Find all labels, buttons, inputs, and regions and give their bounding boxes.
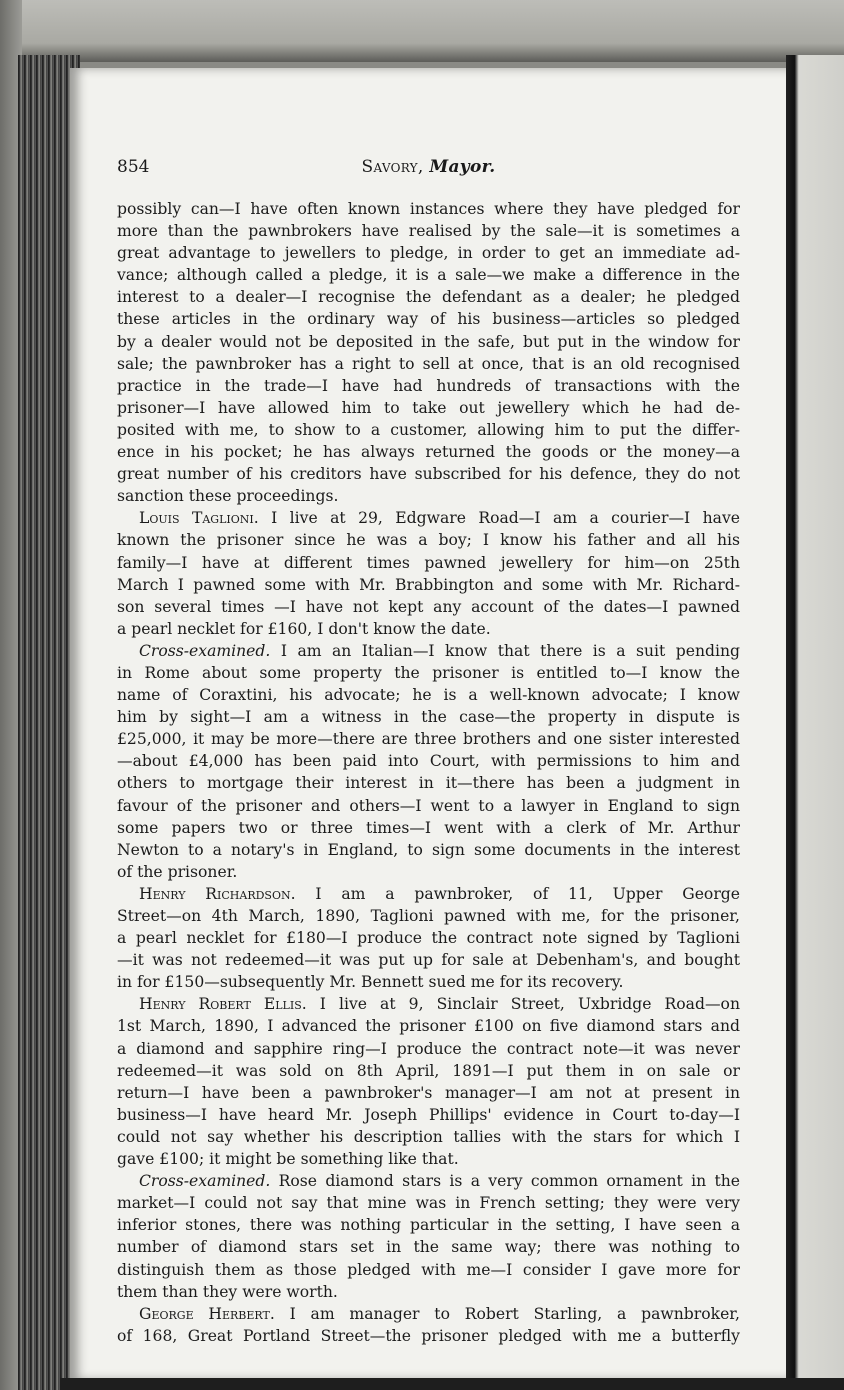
page-body xyxy=(117,198,740,1347)
text-line xyxy=(117,927,740,949)
book-bottom-edge xyxy=(60,1378,844,1390)
witness-name: Henry Robert Ellis. xyxy=(139,995,307,1014)
line-text: him by sight—I am a witness in the case—the property in dispute is xyxy=(117,708,740,727)
text-line xyxy=(117,971,740,993)
text-line xyxy=(117,419,740,441)
line-text: Street—on 4th March, 1890, Taglioni pawned with me, for the prisoner, xyxy=(117,907,740,925)
text-line xyxy=(117,795,740,817)
line-text: more than the pawnbrokers have realised by the sale—it is sometimes a xyxy=(117,222,740,241)
line-text: —about £4,000 has been paid into Court, with permissions to him and xyxy=(117,752,740,771)
text-line xyxy=(117,1325,740,1347)
line-text: a pearl necklet for £180—I produce the contract note signed by Taglioni xyxy=(117,929,740,948)
line-text: son several times —I have not kept any account of the dates—I pawned xyxy=(117,597,740,616)
text-line xyxy=(117,750,740,772)
line-text: some papers two or three times—I went with a clerk of Mr. Arthur xyxy=(117,818,740,837)
book-right-edge xyxy=(786,55,844,1390)
line-text: vance; although called a pledge, it is a sale—we make a difference in the xyxy=(117,266,740,285)
line-text: them than they were worth. xyxy=(117,1282,338,1301)
page-top-edge xyxy=(0,0,844,62)
text-line xyxy=(117,1236,740,1258)
text-line xyxy=(117,507,740,529)
text-line xyxy=(117,905,740,927)
line-text: sale; the pawnbroker has a right to sell at once, that is an old recognised xyxy=(117,354,740,373)
text-line xyxy=(117,552,740,574)
text-line xyxy=(117,286,740,308)
text-line xyxy=(117,308,740,330)
text-line xyxy=(117,839,740,861)
line-text: family—I have at different times pawned jewellery for him—on 25th xyxy=(117,553,740,572)
text-line xyxy=(117,662,740,684)
text-line xyxy=(117,1015,740,1037)
text-line xyxy=(117,1192,740,1214)
text-line xyxy=(117,463,740,485)
page-number: 854 xyxy=(117,157,150,177)
line-text: prisoner—I have allowed him to take out jewellery which he had de- xyxy=(117,398,740,417)
line-text: in for £150—subsequently Mr. Bennett sued me for its recovery. xyxy=(117,973,624,992)
text-line xyxy=(117,883,740,905)
witness-name: George Herbert. xyxy=(139,1304,275,1323)
line-text: others to mortgage their interest in it—there has been a judgment in xyxy=(117,774,740,793)
text-line xyxy=(117,1214,740,1236)
line-text: by a dealer would not be deposited in the safe, but put in the window for xyxy=(117,332,740,351)
line-text: business—I have heard Mr. Joseph Phillips' evidence in Court to-day—I xyxy=(117,1105,740,1124)
line-text: March I pawned some with Mr. Brabbington and some with Mr. Richard- xyxy=(117,575,740,594)
line-text: posited with me, to show to a customer, allowing him to put the differ- xyxy=(117,420,740,439)
text-line xyxy=(117,1170,740,1192)
text-line xyxy=(117,220,740,242)
line-text: I am an Italian—I know that there is a suit pending xyxy=(270,641,740,660)
line-text: return—I have been a pawnbroker's manager—I am not at present in xyxy=(117,1083,740,1102)
witness-name: Louis Taglioni. xyxy=(139,509,259,528)
line-text: Newton to a notary's in England, to sign some documents in the interest xyxy=(117,840,740,859)
line-text: interest to a dealer—I recognise the defendant as a dealer; he pledged xyxy=(117,288,740,307)
line-text: possibly can—I have often known instances where they have pledged for xyxy=(117,200,740,218)
page-header xyxy=(117,157,740,187)
line-text: I am a pawnbroker, of 11, Upper George xyxy=(295,884,740,903)
line-text: sanction these proceedings. xyxy=(117,487,339,506)
text-line xyxy=(117,1281,740,1303)
text-line xyxy=(117,640,740,662)
line-text: I live at 29, Edgware Road—I am a courier—I have xyxy=(258,509,740,528)
witness-name: Henry Richardson. xyxy=(139,884,296,903)
line-text: £25,000, it may be more—there are three brothers and one sister interested xyxy=(117,730,740,749)
line-text: gave £100; it might be something like that. xyxy=(117,1150,459,1169)
line-text: distinguish them as those pledged with me—I consider I gave more for xyxy=(117,1260,740,1279)
text-line xyxy=(117,1303,740,1325)
line-text: in Rome about some property the prisoner is entitled to—I know the xyxy=(117,663,740,682)
running-head-name: Savory, xyxy=(361,157,424,177)
line-text: —it was not redeemed—it was put up for sale at Debenham's, and bought xyxy=(117,951,740,970)
running-head-title: Mayor. xyxy=(429,157,496,177)
line-text: favour of the prisoner and others—I went to a lawyer in England to sign xyxy=(117,796,740,815)
text-line xyxy=(117,264,740,286)
line-text: I am manager to Robert Starling, a pawnbroker, xyxy=(274,1304,740,1323)
text-line xyxy=(117,242,740,264)
text-line xyxy=(117,1259,740,1281)
text-line xyxy=(117,375,740,397)
line-text: market—I could not say that mine was in French setting; they were very xyxy=(117,1194,740,1213)
line-text: these articles in the ordinary way of his business—articles so pledged xyxy=(117,310,740,329)
line-text: a pearl necklet for £160, I don't know the date. xyxy=(117,619,491,638)
text-line xyxy=(117,441,740,463)
text-line xyxy=(117,861,740,883)
line-text: known the prisoner since he was a boy; I know his father and all his xyxy=(117,531,740,550)
line-text: of 168, Great Portland Street—the prisoner pledged with me a butterfly xyxy=(117,1326,740,1345)
text-line xyxy=(117,331,740,353)
text-line xyxy=(117,817,740,839)
text-line xyxy=(117,353,740,375)
line-text: great number of his creditors have subscribed for his defence, they do not xyxy=(117,465,740,484)
text-line xyxy=(117,684,740,706)
text-line xyxy=(117,1060,740,1082)
text-line xyxy=(117,993,740,1015)
line-text: ence in his pocket; he has always returned the goods or the money—a xyxy=(117,443,740,462)
text-line xyxy=(117,1148,740,1170)
text-line xyxy=(117,1126,740,1148)
text-line xyxy=(117,485,740,507)
line-text: a diamond and sapphire ring—I produce the contract note—it was never xyxy=(117,1039,740,1058)
cross-examined-label: Cross-examined. xyxy=(139,1172,271,1191)
cross-examined-label: Cross-examined. xyxy=(139,641,271,660)
text-line xyxy=(117,706,740,728)
line-text: practice in the trade—I have had hundreds of transactions with the xyxy=(117,376,740,395)
line-text: I live at 9, Sinclair Street, Uxbridge Road—on xyxy=(306,995,740,1014)
line-text: name of Coraxtini, his advocate; he is a well-known advocate; I know xyxy=(117,686,740,705)
line-text: inferior stones, there was nothing particular in the setting, I have seen a xyxy=(117,1216,740,1235)
text-line xyxy=(117,397,740,419)
line-text: number of diamond stars set in the same way; there was nothing to xyxy=(117,1238,740,1257)
line-text: 1st March, 1890, I advanced the prisoner £100 on five diamond stars and xyxy=(117,1017,740,1036)
text-line xyxy=(117,529,740,551)
line-text: of the prisoner. xyxy=(117,862,238,881)
text-line xyxy=(117,596,740,618)
text-line xyxy=(117,1104,740,1126)
line-text: redeemed—it was sold on 8th April, 1891—I put them in on sale or xyxy=(117,1061,740,1080)
line-text: great advantage to jewellers to pledge, in order to get an immediate ad- xyxy=(117,244,740,263)
line-text: Rose diamond stars is a very common ornament in the xyxy=(270,1172,740,1191)
text-line xyxy=(117,728,740,750)
line-text: could not say whether his description tallies with the stars for which I xyxy=(117,1127,740,1146)
text-line xyxy=(117,772,740,794)
text-line xyxy=(117,574,740,596)
running-head xyxy=(117,157,740,177)
text-line xyxy=(117,949,740,971)
text-line xyxy=(117,198,740,220)
text-line xyxy=(117,1038,740,1060)
text-line xyxy=(117,1082,740,1104)
text-line xyxy=(117,618,740,640)
